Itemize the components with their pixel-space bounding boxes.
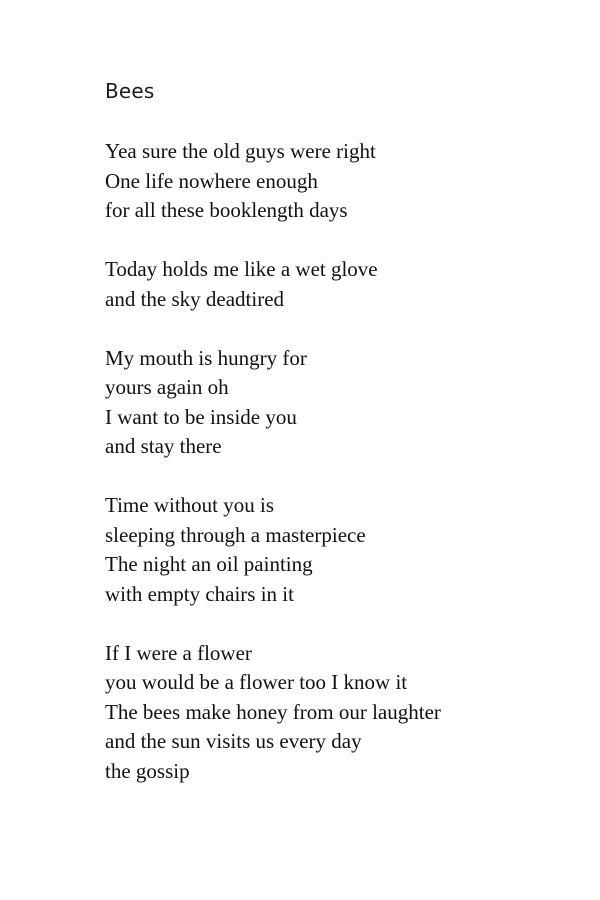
poem-line: and the sky deadtired (105, 286, 285, 311)
poem-line: The bees make honey from our laughter (105, 699, 441, 724)
poem-line: for all these booklength days (105, 198, 348, 222)
poem-body (105, 137, 585, 816)
poem-line: Today holds me like a wet glove (105, 257, 378, 281)
poem-line: sleeping through a masterpiece (105, 522, 366, 547)
stanza-5 (105, 639, 585, 787)
poem-line: One life nowhere enough (105, 168, 318, 193)
poem-line: and stay there (105, 434, 222, 458)
poem-line: with empty chairs in it (105, 581, 294, 606)
poem-line: you would be a flower too I know it (105, 670, 408, 694)
poem-line: Time without you is (105, 493, 275, 517)
stanza-2 (105, 255, 585, 314)
poem-line: and the sun visits us every day (105, 729, 362, 753)
stanza-1 (105, 137, 585, 226)
poem-line: the gossip (105, 758, 190, 783)
poem-line: Yea sure the old guys were right (105, 139, 376, 163)
poem-line: My mouth is hungry for (105, 345, 307, 370)
poem-line: yours again oh (105, 375, 229, 399)
stanza-4 (105, 491, 585, 609)
poem-line: I want to be inside you (105, 404, 297, 429)
stanza-3 (105, 344, 585, 462)
poem-line: If I were a flower (105, 640, 252, 665)
poem-line: The night an oil painting (105, 552, 313, 576)
poem-title: Bees (105, 79, 155, 103)
